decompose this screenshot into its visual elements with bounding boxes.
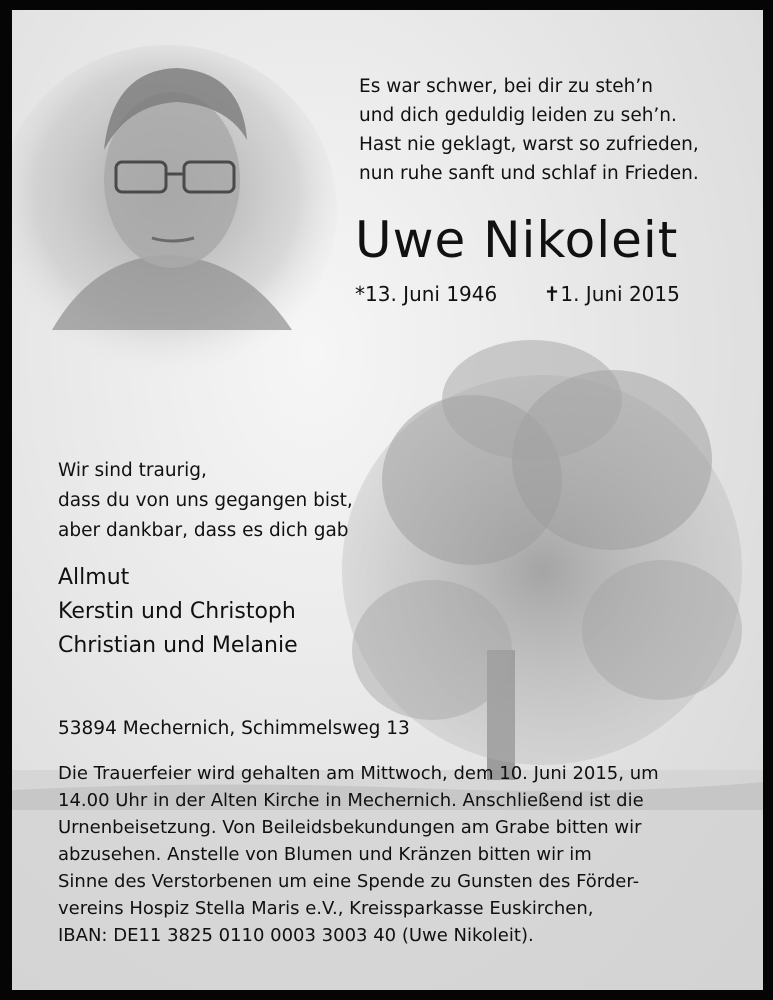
family-member: Kerstin und Christoph	[58, 599, 296, 624]
verse-line: dass du von uns gegangen bist,	[58, 490, 353, 511]
poem-line: nun ruhe sanft und schlaf in Frieden.	[359, 163, 699, 184]
notice-line: IBAN: DE11 3825 0110 0003 3003 40 (Uwe Nikoleit).	[58, 925, 534, 946]
notice-line: vereins Hospiz Stella Maris e.V., Kreissparkasse Euskirchen,	[58, 898, 594, 919]
obituary-card	[12, 10, 763, 990]
birth-date: *13. Juni 1946	[355, 282, 498, 306]
family-names	[58, 561, 298, 663]
poem-line: Hast nie geklagt, warst so zufrieden,	[359, 134, 699, 155]
notice-line: abzusehen. Anstelle von Blumen und Kränzen bitten wir im	[58, 844, 592, 865]
mourning-verse	[58, 456, 353, 546]
memorial-poem	[359, 72, 699, 188]
verse-line: Wir sind traurig,	[58, 460, 207, 481]
notice-line: Die Trauerfeier wird gehalten am Mittwoch, dem 10. Juni 2015, um	[58, 763, 659, 784]
notice-line: 14.00 Uhr in der Alten Kirche in Mechernich. Anschließend ist die	[58, 790, 644, 811]
tree-illustration	[342, 340, 742, 780]
portrait-photo	[12, 45, 337, 375]
notice-line: Sinne des Verstorbenen um eine Spende zu Gunsten des Förder-	[58, 871, 640, 892]
poem-line: und dich geduldig leiden zu seh’n.	[359, 105, 677, 126]
life-dates	[355, 280, 680, 308]
family-address: 53894 Mechernich, Schimmelsweg 13	[58, 718, 410, 739]
notice-line: Urnenbeisetzung. Von Beileidsbekundungen am Grabe bitten wir	[58, 817, 642, 838]
death-date: ✝1. Juni 2015	[543, 282, 680, 306]
deceased-name: Uwe Nikoleit	[355, 211, 679, 269]
poem-line: Es war schwer, bei dir zu steh’n	[359, 76, 654, 97]
family-member: Allmut	[58, 565, 130, 590]
verse-line: aber dankbar, dass es dich gab	[58, 520, 349, 541]
funeral-notice	[58, 760, 659, 949]
family-member: Christian und Melanie	[58, 633, 298, 658]
